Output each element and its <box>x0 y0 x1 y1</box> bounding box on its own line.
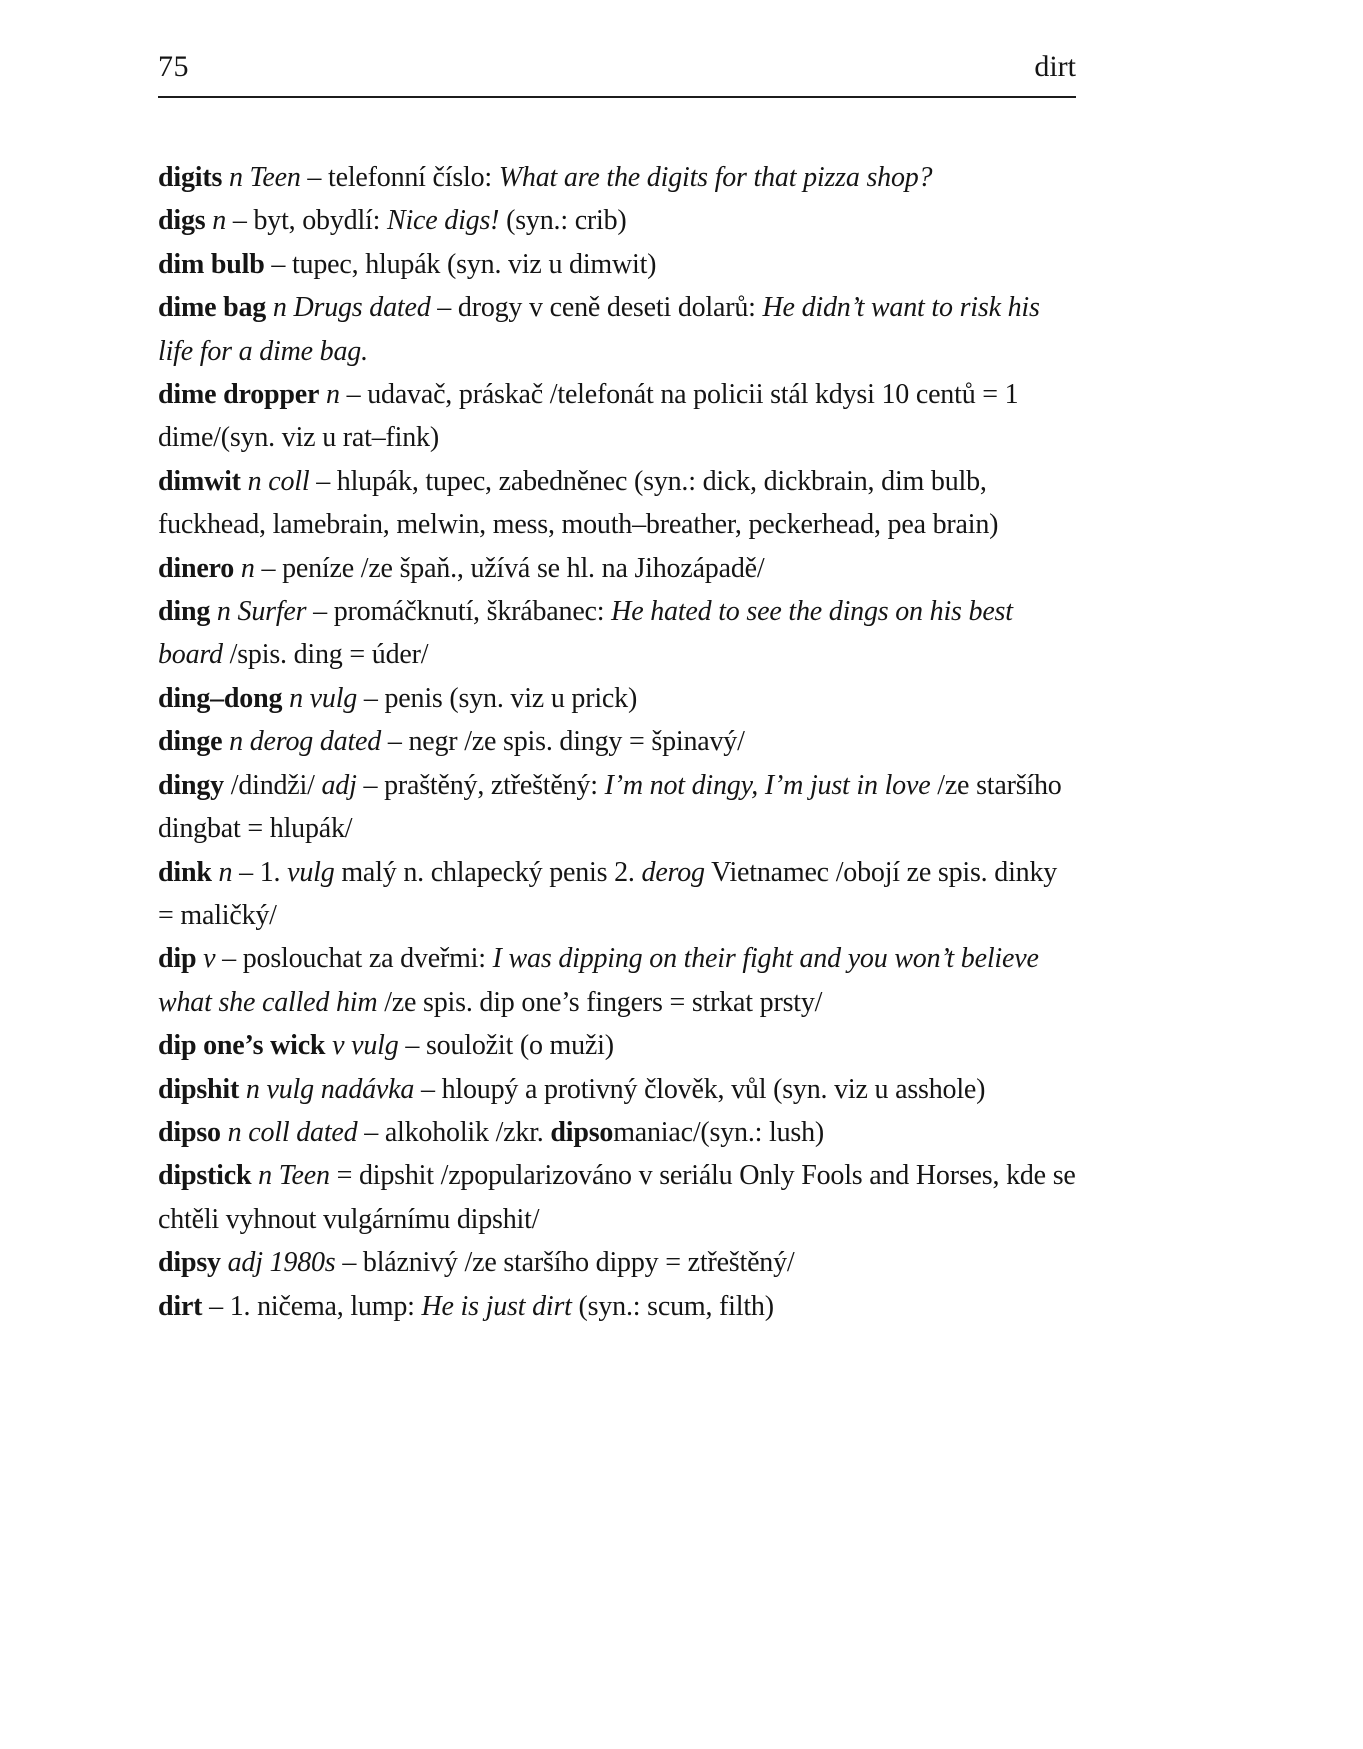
dictionary-entry <box>158 851 1076 938</box>
entry-segment: dipso <box>158 1116 221 1148</box>
entry-segment: dipsy <box>158 1247 221 1279</box>
entry-segment: (syn.: scum, filth) <box>571 1290 774 1322</box>
entry-segment: (syn.: crib) <box>499 205 627 237</box>
entry-segment: He hated to see the dings on his best board <box>158 596 1013 671</box>
entry-segment: He is just dirt <box>421 1290 572 1322</box>
entry-segment: dip one’s wick <box>158 1030 326 1062</box>
entry-segment: dipso <box>550 1116 614 1148</box>
entry-segment: – telefonní číslo: <box>300 162 499 193</box>
entry-segment: – 1. ničema, lump: <box>202 1290 422 1322</box>
entry-segment: derog <box>641 856 705 888</box>
entry-segment: n Drugs dated <box>266 292 431 324</box>
page-header <box>158 50 1076 84</box>
entry-segment: dinero <box>158 552 235 584</box>
entry-segment: dinge <box>158 726 223 758</box>
entry-segment: dink <box>158 856 212 888</box>
entry-segment: – tupec, hlupák (syn. viz u dimwit) <box>264 248 657 280</box>
entry-segment: – alkoholik /zkr. <box>357 1116 551 1148</box>
dictionary-entry <box>158 1068 1076 1111</box>
dictionary-entry <box>158 720 1076 763</box>
guide-word: dirt <box>1034 50 1076 83</box>
entry-segment: dirt <box>158 1290 203 1322</box>
entry-segment: /ze staršího dingbat = hlupák/ <box>158 769 1062 845</box>
dictionary-entry <box>158 547 1076 590</box>
entry-segment: Nice digs! <box>386 205 500 237</box>
entry-segment: – promáčknutí, škrábanec: <box>306 596 612 628</box>
entry-segment: – peníze /ze špaň., užívá se hl. na Jihozápadě/ <box>254 552 765 584</box>
dictionary-entry <box>158 460 1076 547</box>
entry-segment: /spis. ding = úder/ <box>222 639 429 671</box>
dictionary-entry <box>158 937 1076 1024</box>
entry-segment: dip <box>158 943 197 975</box>
entry-segment: – hlupák, tupec, zabedněnec (syn.: dick, dickbrain, dim bulb, fuckhead, lamebrain, melwin, mess, mouth–breather, peckerhead, pea brain) <box>158 465 999 541</box>
entry-segment: – penis (syn. viz u prick) <box>357 682 638 714</box>
header-rule <box>158 96 1076 98</box>
entry-segment: n Teen <box>251 1160 330 1192</box>
dictionary-entry <box>158 373 1076 460</box>
entry-segment: – 1. <box>232 856 288 888</box>
dictionary-entry <box>158 286 1076 373</box>
entry-segment: /dindži/ <box>223 769 322 801</box>
entry-segment: n <box>234 552 255 584</box>
entry-segment: dime dropper <box>158 379 320 411</box>
entry-segment: digits <box>158 162 223 193</box>
entry-segment: n Surfer <box>210 596 307 628</box>
entry-segment: n <box>211 856 233 888</box>
entry-segment: – souložit (o muži) <box>398 1030 614 1062</box>
entry-segment: dim bulb <box>158 248 265 280</box>
entry-segment: – praštěný, ztřeštěný: <box>356 769 605 801</box>
dictionary-entry <box>158 1241 1076 1284</box>
dictionary-entry <box>158 1154 1076 1241</box>
dictionary-entry <box>158 156 1076 199</box>
entry-segment: – bláznivý /ze staršího dippy = ztřeštěný/ <box>335 1247 795 1279</box>
entry-segment: What are the digits for that pizza shop? <box>498 162 933 193</box>
page-number: 75 <box>158 50 189 83</box>
entry-segment: – byt, obydlí: <box>226 205 387 237</box>
entry-segment: maniac/(syn.: lush) <box>613 1116 825 1148</box>
entry-segment: n vulg nadávka <box>239 1073 415 1105</box>
entry-segment: adj 1980s <box>220 1247 336 1279</box>
entry-segment: – negr /ze spis. dingy = špinavý/ <box>381 726 745 758</box>
dictionary-entry <box>158 1111 1076 1154</box>
entry-segment: Vietnamec /obojí ze spis. dinky = maličký/ <box>158 856 1058 931</box>
dictionary-entry <box>158 590 1076 677</box>
entry-segment: adj <box>321 769 357 801</box>
entry-segment: malý n. chlapecký penis 2. <box>334 856 642 888</box>
entry-segment: dime bag <box>158 292 267 324</box>
entry-segment: – drogy v ceně deseti dolarů: <box>430 292 763 324</box>
entry-segment: n vulg <box>282 682 358 714</box>
entry-segment: = dipshit /zpopularizováno v seriálu Only Fools and Horses, kde se chtěli vyhnout vulgárnímu dipshit/ <box>158 1160 1076 1235</box>
entry-segment: dingy <box>158 769 224 801</box>
entry-segment: n <box>205 205 227 237</box>
dictionary-entry <box>158 1285 1076 1328</box>
entry-segment: dipshit <box>158 1073 240 1105</box>
dictionary-entry <box>158 764 1076 851</box>
entry-segment: ding–dong <box>158 682 283 714</box>
dictionary-entry <box>158 677 1076 720</box>
dictionary-entry <box>158 1024 1076 1067</box>
entry-segment: v vulg <box>325 1030 399 1062</box>
entry-segment: n coll <box>240 465 310 497</box>
entry-segment: I was dipping on their fight and you won’t believe what she called him <box>158 943 1039 1018</box>
entry-segment: – hloupý a protivný člověk, vůl (syn. viz u asshole) <box>414 1073 986 1105</box>
dictionary-entry <box>158 199 1076 242</box>
entry-segment: vulg <box>287 856 335 888</box>
entry-segment: n coll dated <box>220 1116 358 1148</box>
entry-segment: ding <box>158 596 211 628</box>
dictionary-entry <box>158 243 1076 286</box>
dictionary-entries <box>158 156 1076 1328</box>
entry-segment: dipstick <box>158 1160 252 1192</box>
entry-segment: He didn’t want to risk his life for a dime bag. <box>158 292 1040 367</box>
entry-segment: n <box>319 379 340 411</box>
entry-segment: /ze spis. dip one’s fingers = strkat prsty/ <box>377 986 823 1018</box>
entry-segment: dimwit <box>158 465 241 497</box>
entry-segment: – udavač, práskač /telefonát na policii stál kdysi 10 centů = 1 dime/(syn. viz u rat–fink) <box>158 379 1019 454</box>
entry-segment: v <box>196 943 216 975</box>
entry-segment: n Teen <box>222 162 301 193</box>
entry-segment: digs <box>158 205 206 237</box>
entry-segment: n derog dated <box>222 726 382 758</box>
entry-segment: I’m not dingy, I’m just in love <box>604 769 931 801</box>
entry-segment: – poslouchat za dveřmi: <box>215 943 493 975</box>
